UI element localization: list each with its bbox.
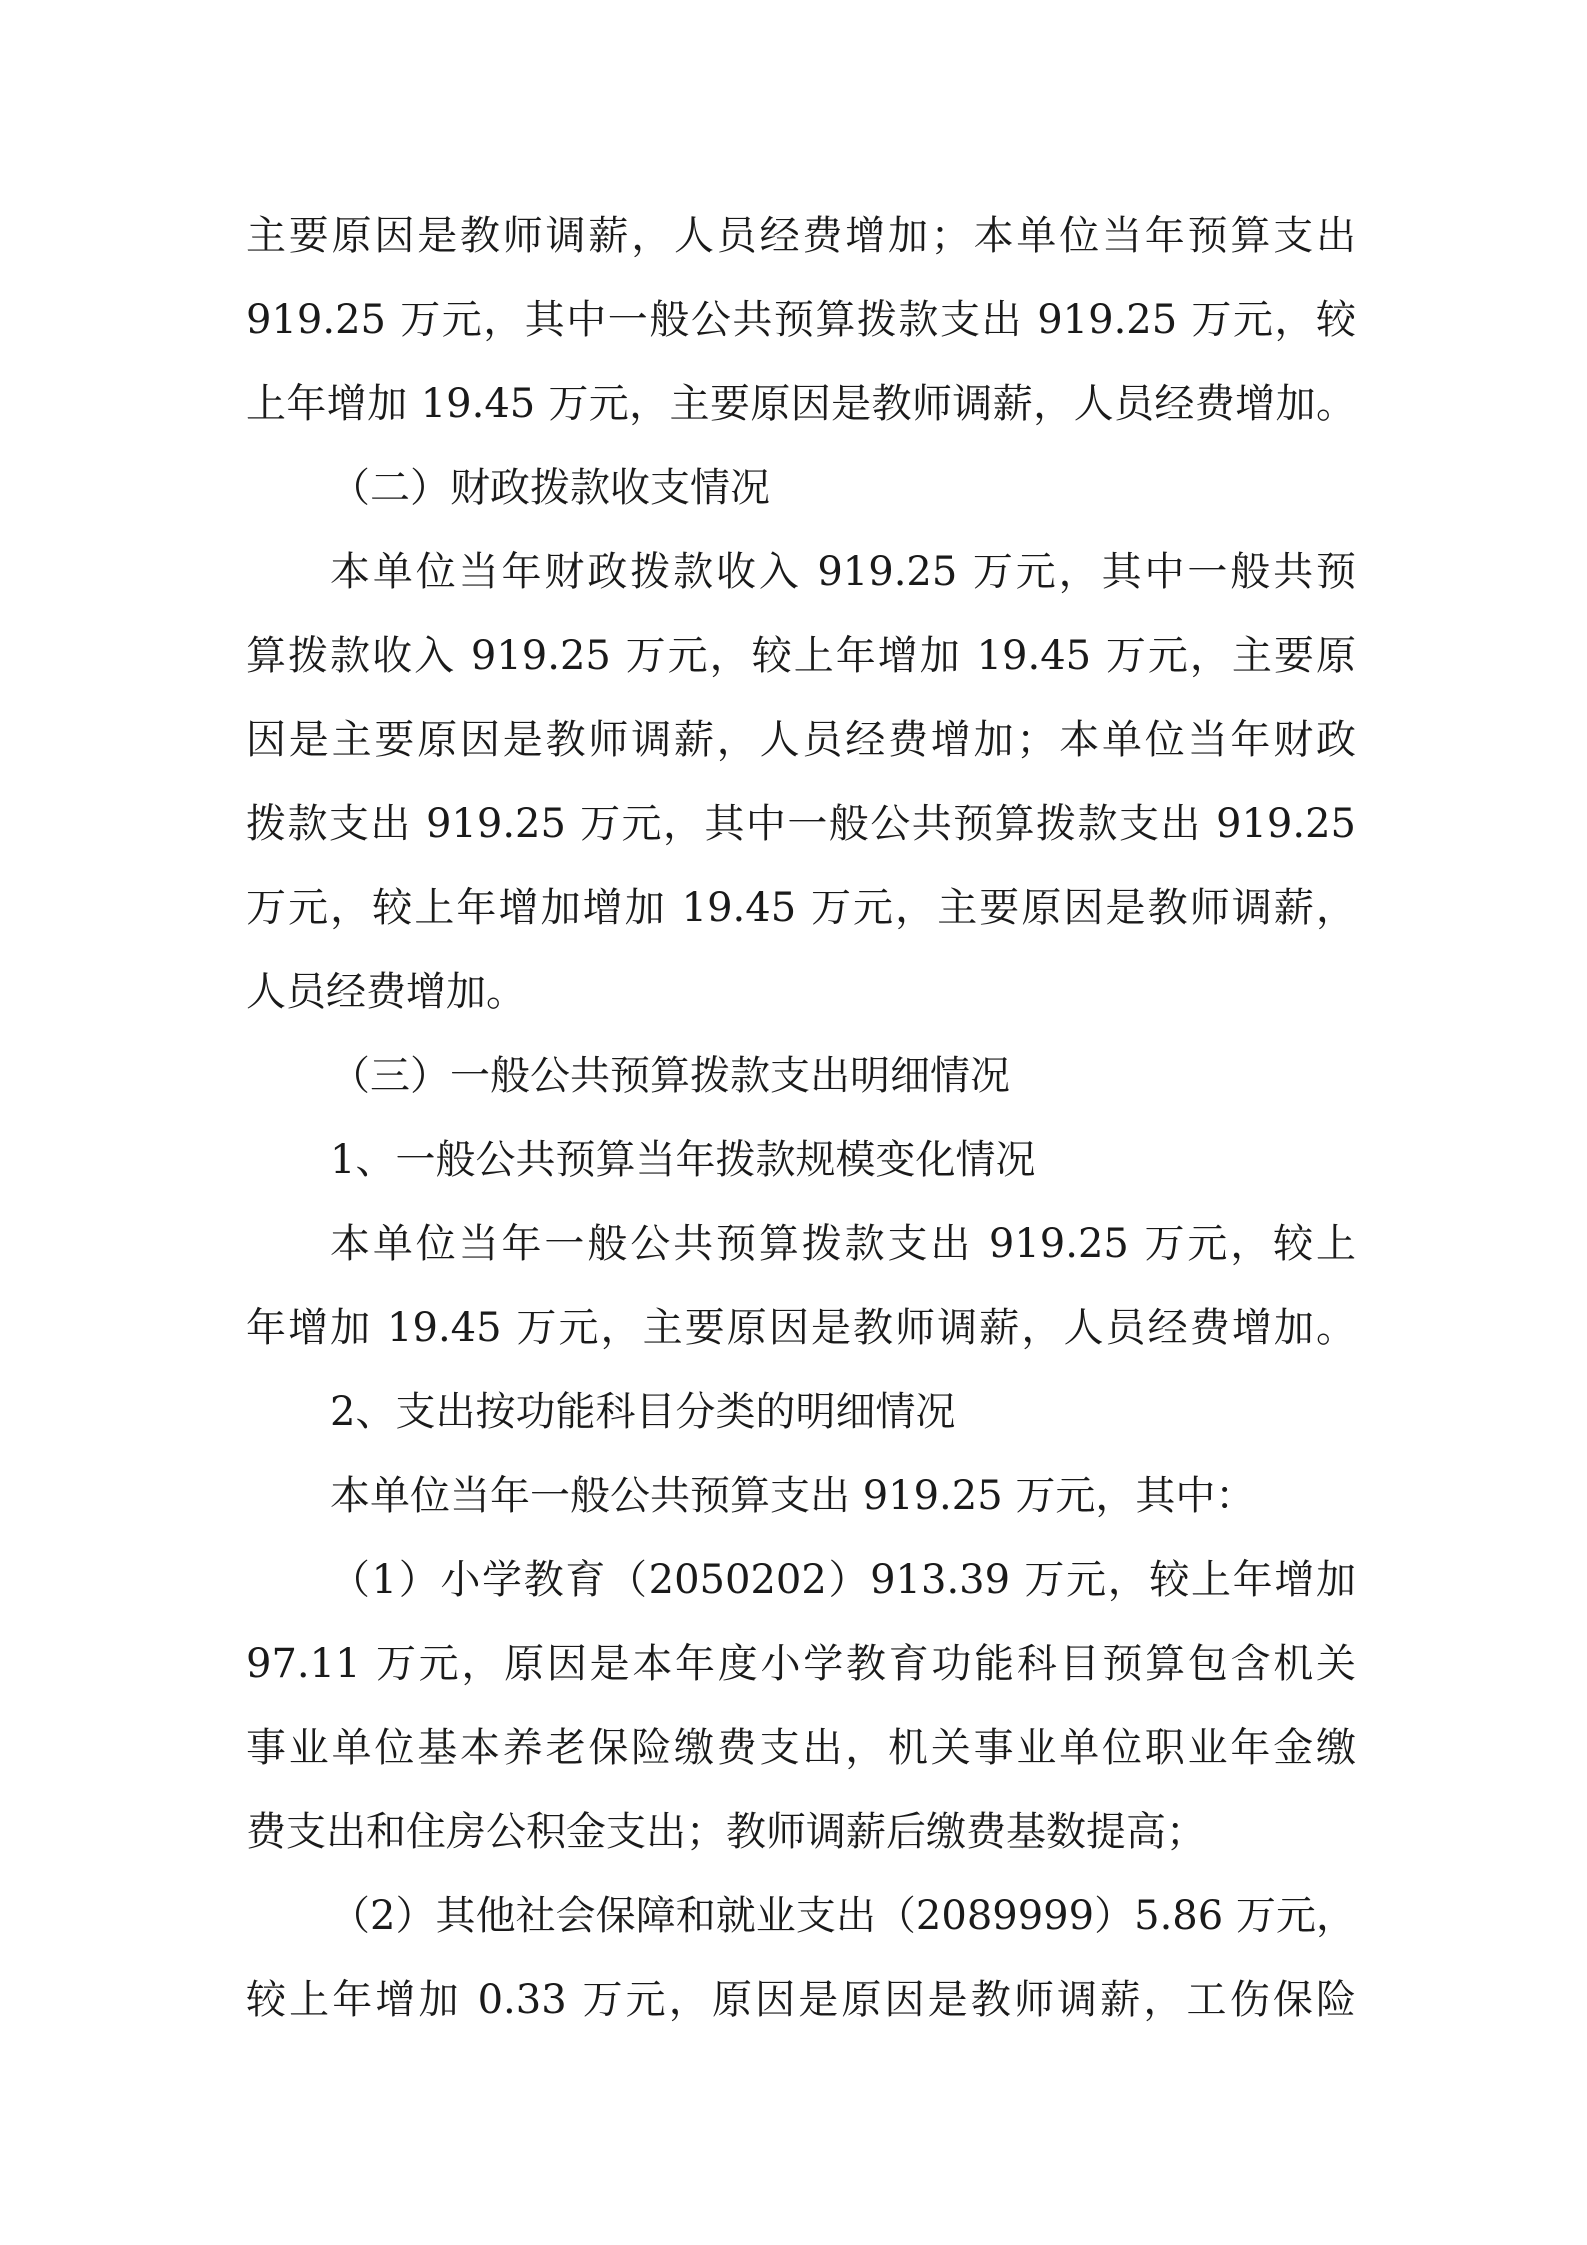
text-line: 事业单位基本养老保险缴费支出，机关事业单位职业年金缴 xyxy=(246,1725,1356,1771)
text-line: 本单位当年一般公共预算支出 919.25 万元，其中： xyxy=(330,1473,1256,1519)
text-line: 本单位当年一般公共预算拨款支出 919.25 万元，较上 xyxy=(330,1221,1356,1267)
text-line: （2）其他社会保障和就业支出（2089999）5.86 万元， xyxy=(330,1893,1356,1939)
text-line: 上年增加 19.45 万元，主要原因是教师调薪，人员经费增加。 xyxy=(246,381,1356,427)
text-line: 算拨款收入 919.25 万元，较上年增加 19.45 万元，主要原 xyxy=(246,633,1356,679)
text-line: 主要原因是教师调薪，人员经费增加；本单位当年预算支出 xyxy=(246,213,1356,259)
text-line: 费支出和住房公积金支出；教师调薪后缴费基数提高； xyxy=(246,1809,1206,1855)
text-line: 本单位当年财政拨款收入 919.25 万元，其中一般共预 xyxy=(330,549,1356,595)
section-heading-3: （三）一般公共预算拨款支出明细情况 xyxy=(330,1053,1010,1099)
text-line: 万元，较上年增加增加 19.45 万元，主要原因是教师调薪， xyxy=(246,885,1356,931)
text-line: （1）小学教育（2050202）913.39 万元，较上年增加 xyxy=(330,1557,1356,1603)
text-line: 因是主要原因是教师调薪，人员经费增加；本单位当年财政 xyxy=(246,717,1356,763)
text-line: 拨款支出 919.25 万元，其中一般公共预算拨款支出 919.25 xyxy=(246,801,1356,847)
subheading-2: 2、支出按功能科目分类的明细情况 xyxy=(330,1389,956,1435)
text-line: 人员经费增加。 xyxy=(246,969,526,1015)
section-heading-2: （二）财政拨款收支情况 xyxy=(330,465,770,511)
subheading-1: 1、一般公共预算当年拨款规模变化情况 xyxy=(330,1137,1036,1183)
text-line: 919.25 万元，其中一般公共预算拨款支出 919.25 万元，较 xyxy=(246,297,1356,343)
text-line: 较上年增加 0.33 万元，原因是原因是教师调薪，工伤保险 xyxy=(246,1977,1356,2023)
text-line: 97.11 万元，原因是本年度小学教育功能科目预算包含机关 xyxy=(246,1641,1356,1687)
text-line: 年增加 19.45 万元，主要原因是教师调薪，人员经费增加。 xyxy=(246,1305,1356,1351)
